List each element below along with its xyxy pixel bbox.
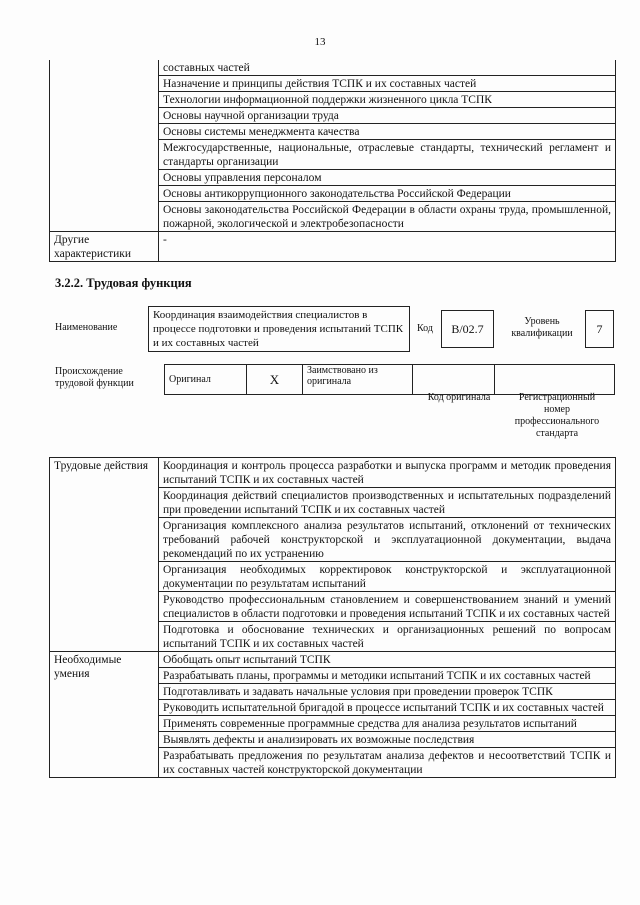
original-label: Оригинал — [165, 365, 247, 395]
function-name-box — [148, 306, 410, 352]
table-cell: Обобщать опыт испытаний ТСПК — [159, 652, 616, 668]
code-original-cell — [413, 365, 495, 395]
origin-label: Происхождение трудовой функции — [55, 366, 134, 389]
table-cell: Организация комплексного анализа результатов испытаний, отклонений от технических требований рабочей конструкторской и эксплуатационной документации, выдача рекомендаций по их устранению — [159, 518, 616, 562]
table-cell: составных частей — [159, 60, 616, 76]
qualification-level-box — [585, 310, 614, 348]
table-row — [50, 60, 616, 76]
table-cell: Основы антикоррупционного законодательства Российской Федерации — [159, 186, 616, 202]
table-cell: Основы управления персоналом — [159, 170, 616, 186]
reg-number-caption: Регистрационный номер профессионального стандарта — [514, 392, 600, 439]
table-cell: Подготавливать и задавать начальные условия при проведении проверок ТСПК — [159, 684, 616, 700]
original-mark: X — [247, 365, 303, 395]
table-cell: Руководить испытательной бригадой в процессе испытаний ТСПК и их составных частей — [159, 700, 616, 716]
actions-label: Трудовые действия — [50, 458, 159, 652]
table-cell: Применять современные программные средства для анализа результатов испытаний — [159, 716, 616, 732]
table-cell: Основы системы менеджмента качества — [159, 124, 616, 140]
reg-number-cell — [495, 365, 615, 395]
section-heading: 3.2.2. Трудовая функция — [55, 276, 192, 290]
origin-table — [164, 364, 615, 395]
table-cell: Разрабатывать планы, программы и методики испытаний ТСПК и их составных частей — [159, 668, 616, 684]
table-row — [50, 232, 616, 262]
table-cell: Разрабатывать предложения по результатам анализа дефектов и несоответствий ТСПК и их составных частей конструкторской документации — [159, 748, 616, 778]
table-cell: Координация и контроль процесса разработки и выпуска программ и методик проведения испытаний ТСПК и их составных частей — [159, 458, 616, 488]
table-cell: Назначение и принципы действия ТСПК и их составных частей — [159, 76, 616, 92]
table-cell: Межгосударственные, национальные, отраслевые стандарты, технический регламент и стандарты организации — [159, 140, 616, 170]
table-row — [50, 458, 616, 488]
knowledge-table — [49, 60, 616, 262]
table-cell: Технологии информационной поддержки жизненного цикла ТСПК — [159, 92, 616, 108]
table-cell: Координация действий специалистов производственных и испытательных подразделений при проведении испытаний ТСПК и их составных частей — [159, 488, 616, 518]
function-name-value: Координация взаимодействия специалистов в процессе подготовки и проведения испытаний ТСПК и их составных частей — [153, 309, 404, 349]
qualification-level-label: Уровень квалификации — [511, 316, 573, 339]
table-cell: Организация необходимых корректировок конструкторской и эксплуатационной документации по результатам испытаний — [159, 562, 616, 592]
knowledge-label-cell — [50, 60, 159, 232]
qualification-level-value: 7 — [596, 322, 603, 336]
other-characteristics-value: - — [159, 232, 616, 262]
code-box — [441, 310, 494, 348]
table-cell: Основы законодательства Российской Федерации в области охраны труда, промышленной, пожарной, экологической и электробезопасности — [159, 202, 616, 232]
code-original-caption: Код оригинала — [427, 392, 491, 403]
name-label: Наименование — [55, 322, 118, 333]
function-table — [49, 457, 616, 778]
table-cell: Выявлять дефекты и анализировать их возможные последствия — [159, 732, 616, 748]
table-cell: Руководство профессиональным становлением и совершенствованием знаний и умений специалистов в области подготовки и проведения испытаний ТСПК и их составных частей — [159, 592, 616, 622]
other-characteristics-label: Другие характеристики — [50, 232, 159, 262]
table-row — [165, 365, 615, 395]
page-number: 13 — [314, 36, 326, 48]
borrowed-label: Заимствовано из оригинала — [303, 365, 413, 395]
table-cell: Основы научной организации труда — [159, 108, 616, 124]
table-cell: Подготовка и обоснование технических и организационных решений по вопросам испытаний ТСПК и их составных частей — [159, 622, 616, 652]
table-row — [50, 652, 616, 668]
code-label: Код — [417, 323, 433, 334]
code-value: B/02.7 — [451, 322, 484, 336]
skills-label: Необходимые умения — [50, 652, 159, 778]
